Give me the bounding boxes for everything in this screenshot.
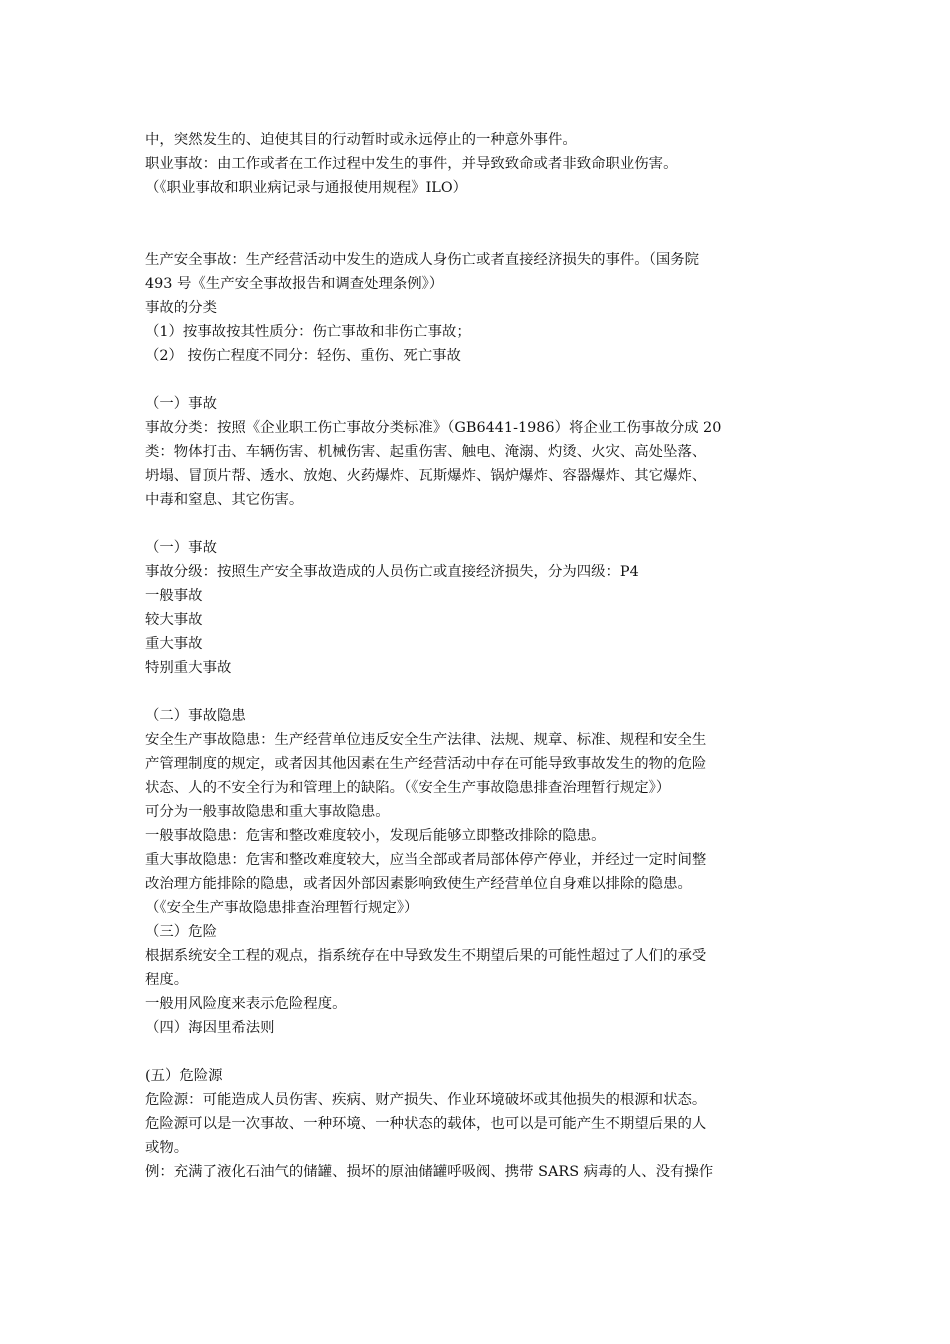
section-heading: （三）危险 bbox=[145, 924, 217, 940]
paragraph-gap bbox=[145, 368, 813, 392]
paragraph-gap bbox=[145, 200, 813, 248]
text-line: 一般用风险度来表示危险程度。 bbox=[145, 996, 347, 1012]
list-item: 较大事故 bbox=[145, 612, 203, 628]
text-line: （2） 按伤亡程度不同分：轻伤、重伤、死亡事故 bbox=[145, 348, 461, 364]
text-line: 改治理方能排除的隐患，或者因外部因素影响致使生产经营单位自身难以排除的隐患。 bbox=[145, 876, 692, 892]
text-line: 类：物体打击、车辆伤害、机械伤害、起重伤害、触电、淹溺、灼烫、火灾、高处坠落、 bbox=[145, 444, 707, 460]
text-line: 重大事故隐患：危害和整改难度较大，应当全部或者局部体停产停业，并经过一定时间整 bbox=[145, 852, 707, 868]
text-line: 根据系统安全工程的观点，指系统存在中导致发生不期望后果的可能性超过了人们的承受 bbox=[145, 948, 707, 964]
text-line: 中毒和窒息、其它伤害。 bbox=[145, 492, 304, 508]
paragraph-gap bbox=[145, 680, 813, 704]
list-item: 特别重大事故 bbox=[145, 660, 232, 676]
section-heading: （一）事故 bbox=[145, 540, 217, 556]
text-line: 危险源可以是一次事故、一种环境、一种状态的载体，也可以是可能产生不期望后果的人 bbox=[145, 1116, 707, 1132]
text-line: （《安全生产事故隐患排查治理暂行规定》） bbox=[145, 900, 419, 916]
document-page bbox=[145, 128, 813, 1184]
text-line: 可分为一般事故隐患和重大事故隐患。 bbox=[145, 804, 390, 820]
text-line: 事故分类：按照《企业职工伤亡事故分类标准》（GB6441-1986）将企业工伤事故分成 20 bbox=[145, 420, 722, 436]
section-heading: （四）海因里希法则 bbox=[145, 1020, 275, 1036]
list-item: 一般事故 bbox=[145, 588, 203, 604]
paragraph-gap bbox=[145, 512, 813, 536]
text-line: 一般事故隐患：危害和整改难度较小，发现后能够立即整改排除的隐患。 bbox=[145, 828, 606, 844]
text-line: 安全生产事故隐患：生产经营单位违反安全生产法律、法规、规章、标准、规程和安全生 bbox=[145, 732, 707, 748]
section-heading: (五）危险源 bbox=[145, 1068, 223, 1084]
text-line: 中，突然发生的、迫使其目的行动暂时或永远停止的一种意外事件。 bbox=[145, 132, 577, 148]
text-line: 职业事故：由工作或者在工作过程中发生的事件，并导致致命或者非致命职业伤害。 bbox=[145, 156, 678, 172]
text-line: 493 号《生产安全事故报告和调查处理条例》） bbox=[145, 276, 444, 292]
section-heading: 事故的分类 bbox=[145, 300, 217, 316]
text-line: 状态、人的不安全行为和管理上的缺陷。（《安全生产事故隐患排查治理暂行规定》） bbox=[145, 780, 671, 796]
text-line: （1）按事故按其性质分：伤亡事故和非伤亡事故； bbox=[145, 324, 471, 340]
text-line: 产管理制度的规定，或者因其他因素在生产经营活动中存在可能导致事故发生的物的危险 bbox=[145, 756, 707, 772]
text-line: 危险源：可能造成人员伤害、疾病、财产损失、作业环境破坏或其他损失的根源和状态。 bbox=[145, 1092, 707, 1108]
text-line: （《职业事故和职业病记录与通报使用规程》ILO） bbox=[145, 180, 468, 196]
text-line: 例：充满了液化石油气的储罐、损坏的原油储罐呼吸阀、携带 SARS 病毒的人、没有操作 bbox=[145, 1164, 714, 1180]
text-line: 生产安全事故：生产经营活动中发生的造成人身伤亡或者直接经济损失的事件。（国务院 bbox=[145, 252, 700, 268]
list-item: 重大事故 bbox=[145, 636, 203, 652]
text-line: 或物。 bbox=[145, 1140, 189, 1156]
text-line: 程度。 bbox=[145, 972, 189, 988]
paragraph-gap bbox=[145, 1040, 813, 1064]
text-line: 事故分级：按照生产安全事故造成的人员伤亡或直接经济损失，分为四级：P4 bbox=[145, 564, 639, 580]
section-heading: （一）事故 bbox=[145, 396, 217, 412]
section-heading: （二）事故隐患 bbox=[145, 708, 246, 724]
text-line: 坍塌、冒顶片帮、透水、放炮、火药爆炸、瓦斯爆炸、锅炉爆炸、容器爆炸、其它爆炸、 bbox=[145, 468, 707, 484]
